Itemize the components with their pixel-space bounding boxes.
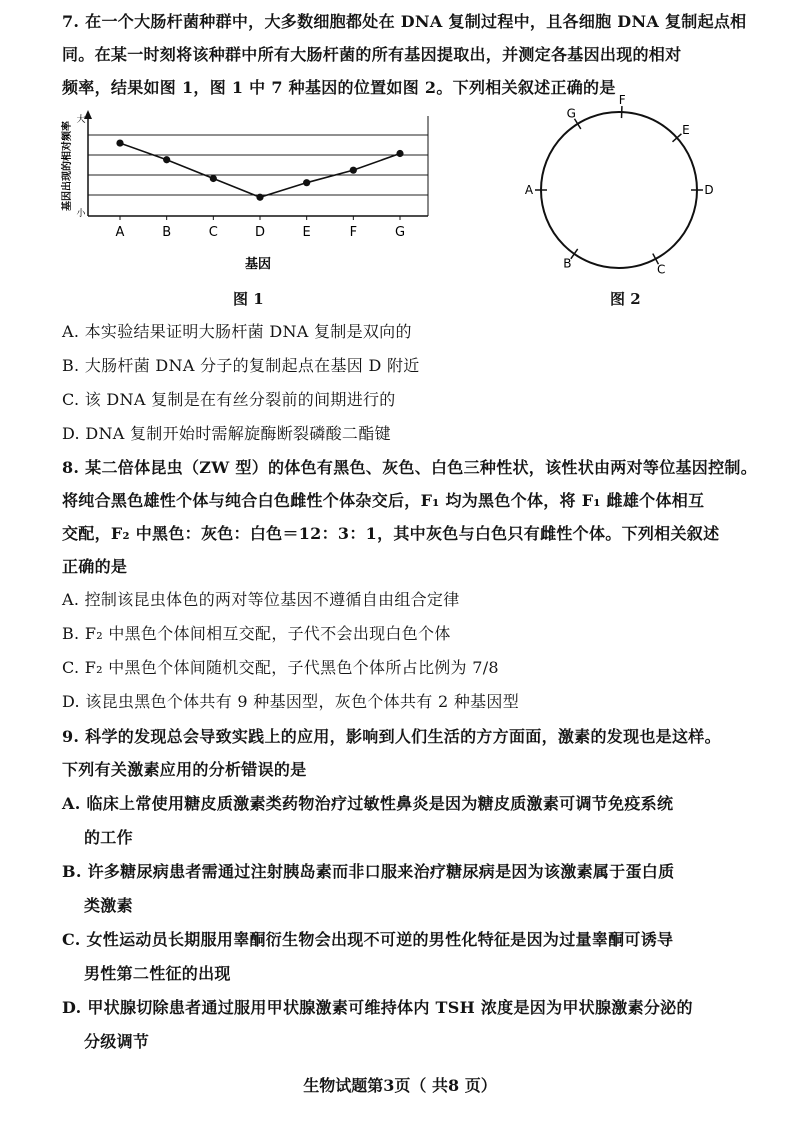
q9-option-a-line-2: 的工作 (84, 828, 133, 847)
q7-stem-line-2: 同。在某一时刻将该种群中所有大肠杆菌的所有基因提取出，并测定各基因出现的相对 (62, 45, 682, 64)
gene-label-B: B (563, 256, 572, 271)
q8-stem-line-2: 将纯合黑色雄性个体与纯合白色雌性个体杂交后，F₁ 均为黑色个体，将 F₁ 雌雄个体相互 (62, 491, 705, 510)
y-tick-bottom: 小 (76, 209, 86, 219)
gene-label-E: E (682, 122, 690, 137)
q7-option-a: A. 本实验结果证明大肠杆菌 DNA 复制是双向的 (62, 322, 412, 341)
q9-option-d-line-1: D. 甲状腺切除患者通过服用甲状腺激素可维持体内 TSH 浓度是因为甲状腺激素分泌的 (62, 998, 693, 1017)
figure-1-line-chart (60, 108, 440, 283)
q8-option-b: B. F₂ 中黑色个体间相互交配，子代不会出现白色个体 (62, 624, 451, 643)
y-tick-top: 大 (76, 115, 86, 125)
q8-stem-line-4: 正确的是 (62, 557, 128, 576)
data-point-G (396, 150, 403, 157)
x-tick-label-C: C (208, 225, 218, 240)
q9-option-b-line-1: B. 许多糖尿病患者需通过注射胰岛素而非口服来治疗糖尿病是因为该激素属于蛋白质 (62, 862, 675, 881)
q7-stem-line-1: 7. 在一个大肠杆菌种群中，大多数细胞都处在 DNA 复制过程中，且各细胞 DNA 复制起点相 (62, 12, 747, 31)
dna-circle (541, 112, 697, 268)
q9-option-a-line-1: A. 临床上常使用糖皮质激素类药物治疗过敏性鼻炎是因为糖皮质激素可调节免疫系统 (62, 794, 674, 813)
x-tick-label-F: F (349, 225, 358, 240)
x-tick-label-E: E (302, 225, 311, 240)
q8-option-d: D. 该昆虫黑色个体共有 9 种基因型，灰色个体共有 2 种基因型 (62, 692, 520, 711)
q7-option-c: C. 该 DNA 复制是在有丝分裂前的间期进行的 (62, 390, 396, 409)
q8-option-c: C. F₂ 中黑色个体间随机交配，子代黑色个体所占比例为 7/8 (62, 658, 499, 677)
x-tick-labels (116, 216, 405, 240)
figure-2-caption: 图 2 (610, 290, 641, 308)
figure-1-caption: 图 1 (233, 290, 264, 308)
q9-option-c-line-2: 男性第二性征的出现 (84, 964, 231, 983)
page-footer: 生物试题第3页（ 共8 页） (303, 1076, 497, 1095)
chart-gridlines (88, 135, 428, 195)
q9-option-b-line-2: 类激素 (84, 896, 133, 915)
gene-label-C: C (657, 262, 666, 277)
q7-stem-line-3: 频率，结果如图 1，图 1 中 7 种基因的位置如图 2。下列相关叙述正确的是 (62, 78, 616, 97)
q9-stem-line-2: 下列有关激素应用的分析错误的是 (62, 760, 307, 779)
q8-stem-line-1: 8. 某二倍体昆虫（ZW 型）的体色有黑色、灰色、白色三种性状，该性状由两对等位基因控制。 (62, 458, 757, 477)
gene-label-G: G (566, 106, 576, 121)
gene-label-A: A (524, 183, 534, 197)
figure-2-circular-dna (522, 93, 722, 277)
q7-option-b: B. 大肠杆菌 DNA 分子的复制起点在基因 D 附近 (62, 356, 420, 375)
q9-option-c-line-1: C. 女性运动员长期服用睾酮衍生物会出现不可逆的男性化特征是因为过量睾酮可诱导 (62, 930, 674, 949)
data-point-A (116, 139, 123, 146)
q9-stem-line-1: 9. 科学的发现总会导致实践上的应用，影响到人们生活的方方面面，激素的发现也是这样。 (62, 727, 721, 746)
gene-label-F: F (618, 93, 626, 108)
q9-option-d-line-2: 分级调节 (84, 1032, 150, 1051)
x-tick-label-B: B (162, 225, 172, 240)
gene-tick-B (571, 249, 578, 259)
gene-markers (525, 93, 714, 276)
x-tick-label-D: D (254, 225, 266, 240)
series-points (116, 139, 403, 200)
x-tick-label-G: G (394, 225, 406, 240)
q8-option-a: A. 控制该昆虫体色的两对等位基因不遵循自由组合定律 (62, 590, 460, 609)
data-point-D (256, 194, 263, 201)
x-tick-label-A: A (115, 225, 125, 240)
gene-label-D: D (704, 183, 714, 197)
x-axis-label: 基因 (244, 257, 272, 272)
series-line (120, 143, 400, 197)
q7-option-d: D. DNA 复制开始时需解旋酶断裂磷酸二酯键 (62, 424, 391, 443)
data-point-C (210, 175, 217, 182)
data-point-F (350, 167, 357, 174)
y-axis-label: 基因出现的相对频率 (62, 121, 73, 211)
q8-stem-line-3: 交配，F₂ 中黑色：灰色：白色＝12：3：1，其中灰色与白色只有雌性个体。下列相关叙述 (62, 524, 720, 543)
data-point-B (163, 156, 170, 163)
data-point-E (303, 179, 310, 186)
